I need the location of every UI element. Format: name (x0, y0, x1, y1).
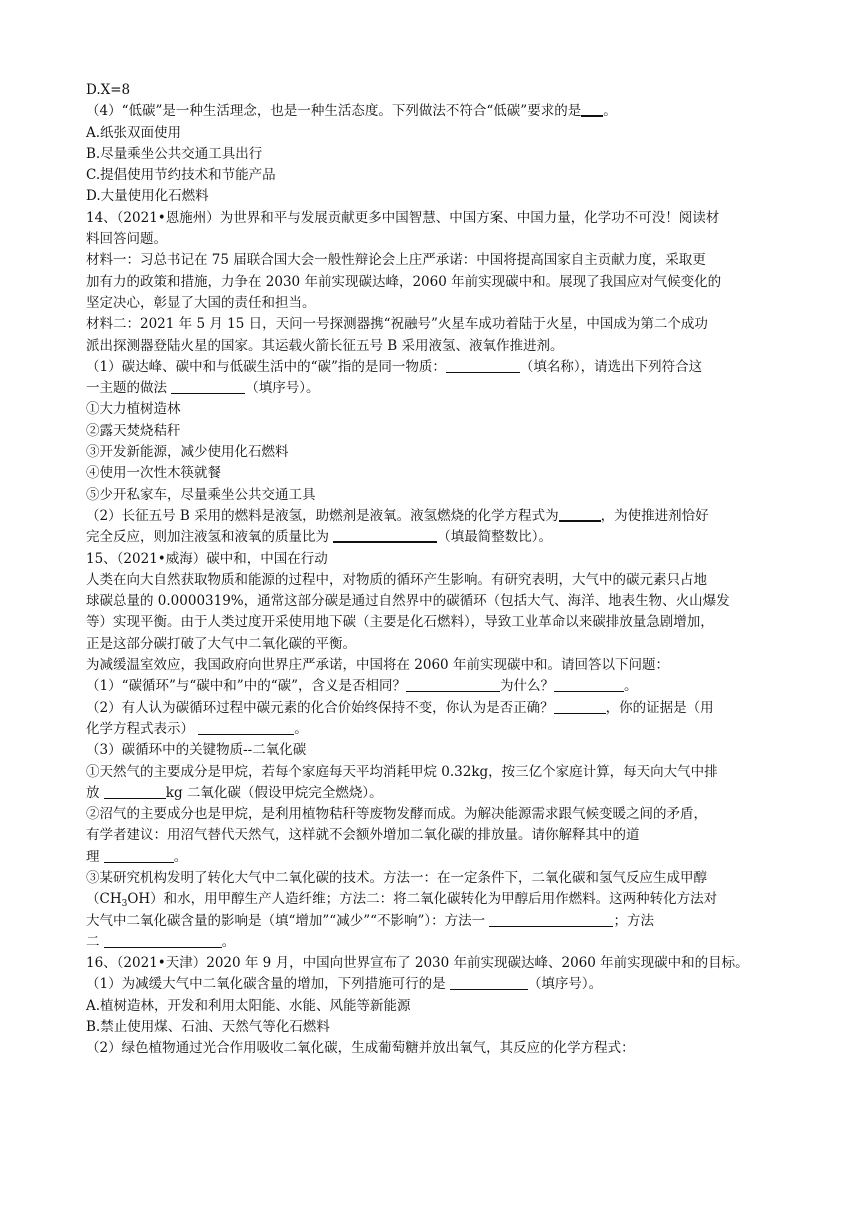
answer-blank[interactable] (104, 848, 174, 863)
choice-item: ③开发新能源，减少使用化石燃料 (86, 444, 289, 461)
text-line: 人类在向大自然获取物质和能源的过程中，对物质的循环产生影响。有研究表明，大气中的碳元素只占地 (86, 571, 707, 588)
material-1-line: 加有力的政策和措施，力争在 2030 年前实现碳达峰，2060 年前实现碳中和。展现了我国应对气候变化的 (86, 273, 722, 290)
question-16-1-line: （1）为减缓大气中二氧化碳含量的增加，下列措施可行的是 （填序号）。 (86, 976, 603, 993)
question-14-1-line: 一主题的做法 （填序号）。 (86, 380, 320, 397)
option-a: A.纸张双面使用 (86, 124, 182, 141)
question-15-1-line: （1）“碳循环”与“碳中和”中的“碳”，含义是否相同？ 为什么？ 。 (86, 678, 638, 695)
material-2-line: 派出探测器登陆火星的国家。其运载火箭长征五号 B 采用液氢、液氧作推进剂。 (86, 337, 564, 354)
text-line: 放 kg 二氧化碳（假设甲烷完全燃烧）。 (86, 784, 383, 801)
material-1-line: 坚定决心，彰显了大国的责任和担当。 (86, 294, 316, 311)
text-line: 有学者建议：用沼气替代天然气，这样就不会额外增加二氧化碳的排放量。请你解释其中的道 (86, 827, 640, 844)
option-d: D.大量使用化石燃料 (86, 188, 209, 205)
answer-blank[interactable] (450, 975, 528, 990)
choice-item: ⑤少开私家车，尽量乘坐公共交通工具 (86, 486, 316, 503)
document-page (86, 80, 786, 1060)
answer-blank[interactable] (559, 506, 601, 522)
answer-blank[interactable] (446, 358, 520, 373)
question-14-2-line: （2）长征五号 B 采用的燃料是液氢，助燃剂是液氧。液氢燃烧的化学方程式为 ，为使推进剂恰好 (86, 507, 709, 524)
choice-item: ④使用一次性木筷就餐 (86, 465, 221, 482)
question-4-line: （4）“低碳”是一种生活理念，也是一种生活态度。下列做法不符合“低碳”要求的是 。 (86, 103, 617, 120)
choice-item: ②露天焚烧秸秆 (86, 422, 181, 439)
option-c: C.提倡使用节约技术和节能产品 (86, 167, 276, 184)
text-line: 球碳总量的 0.0000319%，通常这部分碳是通过自然界中的碳循环（包括大气、海洋、地表生物、火山爆发 (86, 593, 730, 610)
question-15-2-line: 化学方程式表示） 。 (86, 720, 308, 737)
text-line: 正是这部分碳打破了大气中二氧化碳的平衡。 (86, 635, 356, 652)
text-line: 二 。 (86, 933, 236, 950)
answer-blank[interactable] (406, 677, 500, 692)
text-line: ②沼气的主要成分也是甲烷，是利用植物秸秆等废物发酵而成。为解决能源需求跟气候变暖之间的矛盾， (86, 806, 707, 823)
answer-blank[interactable] (489, 912, 613, 927)
text-line: D.X=8 (86, 82, 131, 98)
question-14-heading: 14、（2021•恩施州）为世界和平与发展贡献更多中国智慧、中国方案、中国力量，化学功不可没！阅读材 (86, 209, 720, 226)
answer-blank[interactable] (554, 677, 624, 692)
answer-blank[interactable] (581, 101, 603, 117)
text-line: 料回答问题。 (86, 231, 167, 248)
question-15-3-heading: （3）碳循环中的关键物质--二氧化碳 (86, 742, 307, 759)
answer-blank[interactable] (171, 379, 245, 394)
choice-item: ①大力植树造林 (86, 401, 181, 418)
text-line: ③某研究机构发明了转化大气中二氧化碳的技术。方法一：在一定条件下，二氧化碳和氢气反应生成甲醇 (86, 869, 707, 886)
text-line: $(CH_3OH)$和水，用甲醇生产人造纤维；方法二：将二氧化碳转化为甲醇后用作燃料。这两种转化方法对 (86, 891, 718, 910)
answer-blank[interactable] (104, 933, 222, 948)
answer-blank[interactable] (198, 720, 294, 735)
text-line: ①天然气的主要成分是甲烷，若每个家庭每天平均消耗甲烷 0.32kg，按三亿个家庭计算，每天向大气中排 (86, 763, 718, 780)
material-1-line: 材料一：习总书记在 75 届联合国大会一般性辩论会上庄严承诺：中国将提高国家自主贡献力度，采取更 (86, 252, 706, 269)
question-16-heading: 16、（2021•天津）2020 年 9 月，中国向世界宣布了 2030 年前实现碳达峰、2060 年前实现碳中和的目标。 (86, 955, 749, 972)
material-2-line: 材料二：2021 年 5 月 15 日，天问一号探测器携“祝融号”火星车成功着陆于火星，中国成为第二个成功 (86, 316, 708, 333)
question-14-1-line: （1）碳达峰、碳中和与低碳生活中的“碳”指的是同一物质： （填名称），请选出下列符合这 (86, 358, 703, 375)
question-16-2-line: （2）绿色植物通过光合作用吸收二氧化碳，生成葡萄糖并放出氧气，其反应的化学方程式： (86, 1040, 635, 1057)
option-a: A.植树造林，开发和利用太阳能、水能、风能等新能源 (86, 997, 411, 1014)
question-15-2-line: （2）有人认为碳循环过程中碳元素的化合价始终保持不变，你认为是否正确？ ，你的证据是（用 (86, 699, 714, 716)
answer-blank[interactable] (554, 699, 606, 714)
question-15-heading: 15、（2021•威海）碳中和，中国在行动 (86, 550, 328, 567)
option-b: B.尽量乘坐公共交通工具出行 (86, 145, 263, 162)
question-14-2-line: 完全反应，则加注液氢和液氧的质量比为 （填最简整数比）。 (86, 529, 553, 546)
answer-blank[interactable] (104, 784, 166, 799)
text-line: 为减缓温室效应，我国政府向世界庄严承诺，中国将在 2060 年前实现碳中和。请回答以下问题： (86, 657, 669, 674)
option-b: B.禁止使用煤、石油、天然气等化石燃料 (86, 1019, 330, 1036)
text-line: 等）实现平衡。由于人类过度开采使用地下碳（主要是化石燃料），导致工业革命以来碳排放量急剧增加， (86, 614, 714, 631)
answer-blank[interactable] (333, 527, 437, 543)
text-line: 理 。 (86, 848, 188, 865)
text-line: 大气中二氧化碳含量的影响是（填“增加”“减少”“不影响”）：方法一 ；方法 (86, 912, 654, 929)
